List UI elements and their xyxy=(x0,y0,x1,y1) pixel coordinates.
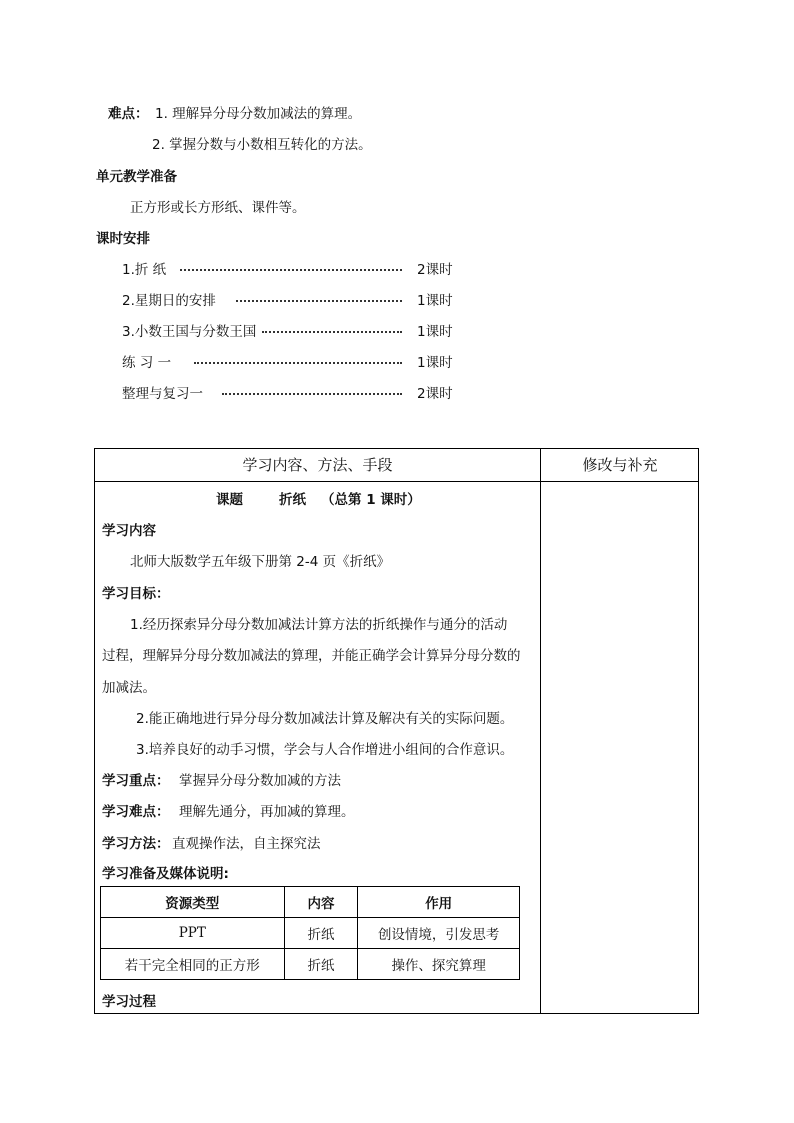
schedule-item-name: 练 习 一 xyxy=(122,355,172,371)
schedule-item-hours: 1课时 xyxy=(417,293,453,309)
schedule-item-hours: 1课时 xyxy=(417,355,453,371)
schedule-item-hours: 1课时 xyxy=(417,324,453,340)
leader-dots xyxy=(180,269,402,271)
table-header-row xyxy=(101,887,520,918)
schedule-item-name: 3.小数王国与分数王国 xyxy=(122,324,257,340)
resources-table xyxy=(100,886,520,980)
schedule-title: 课时安排 xyxy=(96,231,150,247)
table-cell: 操作、探究算理 xyxy=(358,949,520,980)
schedule-item-name: 2.星期日的安排 xyxy=(122,293,216,309)
table-row xyxy=(101,918,520,949)
lesson-name: 折纸 xyxy=(279,492,306,508)
lesson-total: （总第 1 课时） xyxy=(321,492,421,508)
prep-label: 学习准备及媒体说明: xyxy=(102,866,229,882)
table-cell: 若干完全相同的正方形 xyxy=(101,949,285,980)
column-header: 作用 xyxy=(358,887,520,918)
difficulty-label: 难点： xyxy=(108,106,149,122)
difficult-point-label: 学习难点： xyxy=(102,804,170,820)
goal-1-line-2: 过程，理解异分母分数加减法的算理，并能正确学会计算异分母分数的 xyxy=(102,648,521,664)
table-cell: PPT xyxy=(101,918,285,949)
column-header: 内容 xyxy=(284,887,358,918)
method-text: 直观操作法，自主探究法 xyxy=(172,836,321,852)
unit-prep-title: 单元教学准备 xyxy=(96,169,177,185)
process-label: 学习过程 xyxy=(102,994,156,1010)
table-cell: 创设情境，引发思考 xyxy=(358,918,520,949)
schedule-item-name: 整理与复习一 xyxy=(122,386,203,402)
schedule-item-name: 1.折 纸 xyxy=(122,262,167,278)
table-cell: 折纸 xyxy=(284,918,358,949)
column-header: 资源类型 xyxy=(101,887,285,918)
goal-3: 3.培养良好的动手习惯，学会与人合作增进小组间的合作意识。 xyxy=(136,742,514,758)
goal-1-line-1: 1.经历探索异分母分数加减法计算方法的折纸操作与通分的活动 xyxy=(130,617,508,633)
header-right: 修改与补充 xyxy=(582,456,658,474)
goals-label: 学习目标： xyxy=(102,586,170,602)
leader-dots xyxy=(262,331,402,333)
leader-dots xyxy=(236,300,402,302)
key-point-label: 学习重点： xyxy=(102,773,170,789)
column-divider xyxy=(540,449,541,1013)
leader-dots xyxy=(194,362,402,364)
key-point-text: 掌握异分母分数加减的方法 xyxy=(179,773,341,789)
method-label: 学习方法： xyxy=(102,836,170,852)
lesson-title-label: 课题 xyxy=(216,492,243,508)
schedule-item-hours: 2课时 xyxy=(417,262,453,278)
content-text: 北师大版数学五年级下册第 2-4 页《折纸》 xyxy=(130,554,391,570)
schedule-item-hours: 2课时 xyxy=(417,386,453,402)
goal-1-line-3: 加减法。 xyxy=(102,680,156,696)
content-label: 学习内容 xyxy=(102,523,156,539)
header-left: 学习内容、方法、手段 xyxy=(242,456,393,474)
unit-prep-text: 正方形或长方形纸、课件等。 xyxy=(130,200,306,216)
difficulty-item-2: 2. 掌握分数与小数相互转化的方法。 xyxy=(152,137,372,153)
leader-dots xyxy=(222,393,402,395)
header-divider xyxy=(95,481,698,482)
difficult-point-text: 理解先通分，再加减的算理。 xyxy=(179,804,355,820)
goal-2: 2.能正确地进行异分母分数加减法计算及解决有关的实际问题。 xyxy=(136,711,514,727)
table-row xyxy=(101,949,520,980)
difficulty-item-1: 1. 理解异分母分数加减法的算理。 xyxy=(155,106,362,122)
table-cell: 折纸 xyxy=(284,949,358,980)
